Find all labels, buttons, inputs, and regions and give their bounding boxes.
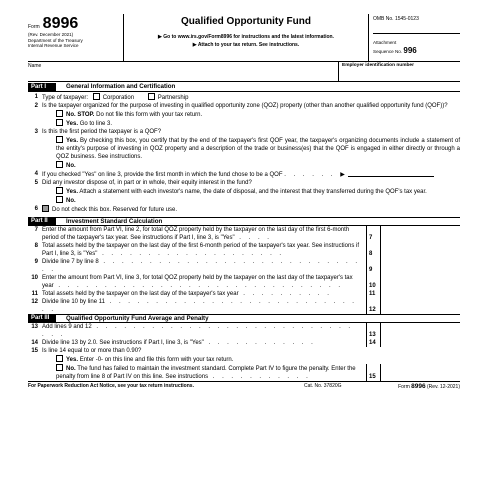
line-8-amount[interactable] (380, 242, 460, 258)
sequence-label: Sequence No. (373, 48, 403, 54)
line-4-month-field[interactable] (348, 170, 434, 177)
part3-title: Qualified Opportunity Fund Average and Penalty (66, 314, 209, 322)
ein-label: Employer identification number (342, 63, 414, 68)
line-2-yes (28, 119, 460, 128)
line-5 (28, 179, 460, 187)
line-13 (28, 323, 460, 339)
form-id-block (28, 14, 124, 61)
line-2-yes-text: Go to line 3. (79, 121, 113, 127)
line-4 (28, 170, 460, 179)
line-number: 2 (34, 103, 38, 109)
line-10-amount[interactable] (380, 274, 460, 290)
form-header (28, 14, 460, 62)
line-number: 12 (31, 299, 38, 305)
part2-tag: Part II (28, 217, 56, 226)
line-8-box-number: 8 (366, 242, 380, 258)
catalog-number: Cat. No. 37820G (304, 383, 342, 389)
line-7-text: Enter the amount from Part VI, line 2, for total QOZ property held by the taxpayer on the last day of the first 6-month period of the taxpayer's tax year. See instructions if Part I, line 3, is "Yes" (42, 227, 350, 241)
form-footer (28, 381, 460, 391)
line-11 (28, 290, 460, 298)
line-2-no (28, 110, 460, 119)
line-number: 7 (34, 227, 38, 233)
department: Department of the Treasury (28, 37, 83, 43)
line-10-text: Enter the amount from Part VI, line 3, for total QOZ property held by the taxpayer on the last day of the taxpayer's tax year (42, 275, 353, 289)
part3-tag: Part III (28, 314, 56, 323)
line-14-box-number: 14 (366, 339, 380, 347)
line-13-dots: . . . . . . . . . . . . . . . . . . . . . . . . . . . . . . . (42, 324, 354, 338)
line-number: 11 (31, 291, 38, 297)
revision-date: (Rev. December 2021) (28, 32, 74, 37)
line-3 (28, 128, 460, 136)
line-9-box-number: 9 (366, 258, 380, 274)
line-number: 3 (34, 129, 38, 135)
line-2-yes-checkbox[interactable] (56, 119, 63, 126)
part3-lines (28, 323, 460, 347)
ein-field[interactable] (338, 62, 460, 81)
reserved-checkbox (42, 205, 49, 212)
line-11-dots: . . . . . . . . . . (238, 291, 332, 297)
line-4-dots: . . . . . . ▶ (284, 172, 348, 178)
part2-lines (28, 226, 460, 314)
line-15 (28, 347, 460, 355)
line-9-dots: . . . . . . . . . . . . . . . . . . . . . . . . . . . . . . (42, 259, 361, 273)
line-10-box-number: 10 (366, 274, 380, 290)
line-5-no-checkbox[interactable] (56, 196, 63, 203)
name-row (28, 62, 460, 82)
line-5-yes (28, 187, 460, 196)
instructions-link[interactable]: ▶ Go to www.irs.gov/Form8996 for instructions and the latest information. (158, 34, 334, 40)
part2-header (28, 217, 460, 226)
form-number: 8996 (42, 15, 79, 32)
line-15-yes-text: Enter -0- on this line and file this form with your tax return. (79, 357, 234, 363)
omb-number: OMB No. 1545-0123 (373, 16, 460, 34)
name-label: Name (28, 63, 42, 69)
line-4-text: If you checked "Yes" on line 3, provide the first month in which the fund chose to be a QOF (42, 172, 283, 178)
line-12 (28, 298, 460, 314)
line-number: 6 (34, 206, 38, 212)
line-6-text: Do not check this box. Reserved for future use. (52, 207, 178, 213)
line-2-text: Is the taxpayer organized for the purpose of investing in qualified opportunity zone (QOZ) property (other than another qualified opportunity fund (QOF))? (42, 103, 448, 109)
line-number: 4 (34, 171, 38, 177)
line-15-yes-checkbox[interactable] (56, 355, 63, 362)
line-12-text: Divide line 10 by line 11 (42, 299, 105, 305)
line-8 (28, 242, 460, 258)
part3-header (28, 314, 460, 323)
line-8-text: Total assets held by the taxpayer on the last day of the first 6-month period of the taxpayer's tax year. See instructions if Part I, line 3, is "Yes" (42, 243, 359, 257)
name-field[interactable] (28, 62, 338, 81)
line-11-text: Total assets held by the taxpayer on the last day of the taxpayer's tax year (42, 291, 239, 297)
line-3-no-label: No. (66, 163, 76, 169)
line-10-dots: . . . . . . . . . . . . . . . . . . . . . . . . . . . . . . . (53, 283, 344, 289)
line-5-no-label: No. (66, 198, 76, 204)
line-15-no (28, 364, 460, 381)
line-7-box-number: 7 (366, 226, 380, 242)
line-number: 1 (34, 94, 38, 100)
partnership-checkbox[interactable] (148, 93, 155, 100)
line-15-yes (28, 355, 460, 364)
line-8-dots: . . . . . . . . . . . . . . . . . . . . (97, 251, 285, 257)
form-title: Qualified Opportunity Fund (181, 16, 311, 27)
line-2-no-label: No. STOP. (66, 112, 95, 118)
line-number: 5 (34, 180, 38, 186)
part1-title: General Information and Certification (66, 83, 176, 91)
line-5-yes-label: Yes. (66, 189, 79, 195)
line-2-no-text: Do not file this form with your tax return. (96, 112, 203, 118)
line-3-no-checkbox[interactable] (56, 161, 63, 168)
line-5-yes-checkbox[interactable] (56, 187, 63, 194)
line-15-no-text: The fund has failed to maintain the investment standard. Complete Part IV to figure the penalty. Enter the penalty from line 8 of Part IV on this line. See instructions (56, 366, 356, 380)
line-5-text: Did any investor dispose of, in part or in whole, their equity interest in the fund? (42, 180, 252, 186)
line-3-yes (28, 136, 460, 161)
line-15-no-checkbox[interactable] (56, 364, 63, 371)
part1-header (28, 83, 460, 92)
part2-title: Investment Standard Calculation (66, 217, 163, 225)
line-9-text: Divide line 7 by line 8 (42, 259, 99, 265)
agency: Internal Revenue Service (28, 43, 79, 49)
line-3-no (28, 161, 460, 170)
line-9-amount[interactable] (380, 258, 460, 274)
line-number: 15 (31, 348, 38, 354)
line-1 (28, 93, 460, 102)
line-10 (28, 274, 460, 290)
line-7-dots: . . . . (234, 235, 272, 241)
line-14-text: Divide line 13 by 2.0. See instructions if Part I, line 3, is "Yes" (42, 340, 204, 346)
corporation-checkbox[interactable] (93, 93, 100, 100)
attach-instruction: ▶ Attach to your tax return. See instructions. (192, 42, 300, 48)
line-11-box-number: 11 (366, 290, 380, 298)
line-2 (28, 102, 460, 110)
footer-revision: (Rev. 12-2021) (427, 384, 460, 390)
line-9 (28, 258, 460, 274)
line-2-yes-label: Yes. (66, 121, 79, 127)
form-word: Form (28, 24, 40, 30)
line-14-amount[interactable] (380, 339, 460, 347)
line-14 (28, 339, 460, 347)
title-block (124, 14, 368, 61)
line-15-yes-label: Yes. (66, 357, 79, 363)
line-3-yes-checkbox[interactable] (56, 136, 63, 143)
line-number: 14 (31, 340, 38, 346)
line-3-text: Is this the first period the taxpayer is a QOF? (42, 129, 162, 135)
line-15-amount[interactable] (380, 364, 460, 381)
line-5-yes-text: Attach a statement with each investor's name, the date of disposal, and the interest that they transferred during the QOF's tax year. (79, 189, 427, 195)
footer-form-word: Form (398, 384, 410, 390)
partnership-label: Partnership (157, 95, 189, 101)
line-15-no-label: No. (66, 366, 76, 372)
line-12-amount[interactable] (380, 298, 460, 314)
attachment-label: Attachment (373, 40, 397, 45)
line-number: 9 (34, 259, 38, 265)
line-15-box-number: 15 (366, 364, 380, 381)
line-7 (28, 226, 460, 242)
footer-form-number: 8996 (411, 383, 426, 390)
line-7-amount[interactable] (380, 226, 460, 242)
line-12-dots: . . . . . . . . . . . . . . . . . . . . . . . . . . . . . (42, 299, 357, 313)
sequence-number: 996 (403, 45, 417, 55)
line-12-box-number: 12 (366, 298, 380, 314)
line-number: 8 (34, 243, 38, 249)
line-15-text: Is line 14 equal to or more than 0.90? (42, 348, 142, 354)
line-2-no-checkbox[interactable] (56, 110, 63, 117)
line-number: 13 (31, 324, 38, 330)
line-5-no (28, 196, 460, 205)
line-13-amount[interactable] (380, 323, 460, 339)
line-3-yes-label: Yes. (66, 138, 79, 144)
line-6 (28, 205, 460, 214)
corporation-label: Corporation (102, 95, 135, 101)
line-3-yes-text: By checking this box, you certify that by the end of the taxpayer's first QOF year, the taxpayer's organizing documents include a statement of the entity's purpose of investing in QOZ property and a description of the trade or business(es) that the QOF is engaged in either directly or through a QOZ business. See instructions. (56, 138, 461, 160)
paperwork-notice: For Paperwork Reduction Act Notice, see your tax return instructions. (28, 383, 194, 389)
line-1-text: Type of taxpayer: (42, 95, 89, 101)
line-13-text: Add lines 9 and 12 (42, 324, 92, 330)
line-11-amount[interactable] (380, 290, 460, 298)
line-number: 10 (31, 275, 38, 281)
line-14-dots: . . . . . . . . . . . . (203, 340, 316, 346)
line-13-box-number: 13 (366, 323, 380, 339)
part1-tag: Part I (28, 83, 56, 92)
line-15-dots: . . . . . . . . . . . (208, 374, 311, 380)
omb-block (368, 14, 460, 61)
